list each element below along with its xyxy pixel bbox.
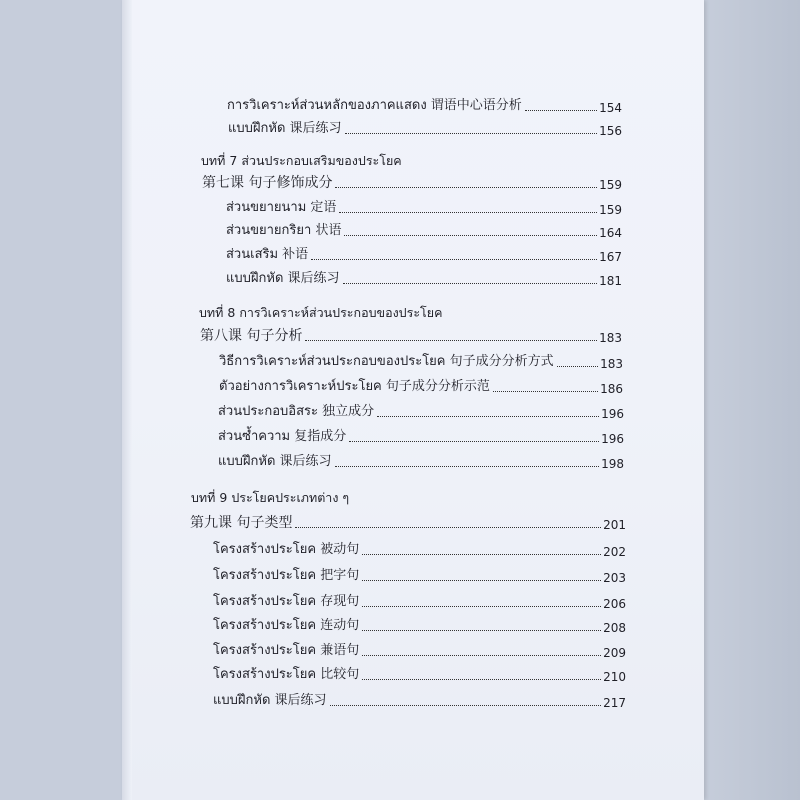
leader-dots [339,212,597,213]
toc-entry-page: 154 [599,101,622,115]
toc-entry-page: 210 [603,670,626,684]
toc-entry-title: ส่วนขยายกริยา 状语 [226,223,342,238]
leader-dots [343,283,598,284]
toc-entry [226,219,622,240]
chapter-heading: บทที่ 7 ส่วนประกอบเสริมของประโยค [201,153,402,168]
leader-dots [362,679,601,680]
toc-chapter-entry [190,512,626,532]
toc-entry-title: แบบฝึกหัด 课后练习 [226,271,340,286]
toc-entry [219,350,623,371]
toc-entry-title: โครงสร้างประโยค 连动句 [213,618,360,633]
toc-entry-title: แบบฝึกหัด 课后练习 [218,454,332,469]
toc-entry-page: 198 [601,457,624,471]
toc-entry-title: โครงสร้างประโยค 把字句 [213,568,360,583]
toc-entry [226,243,622,264]
toc-chapter-entry [200,325,622,345]
toc-entry [226,196,622,217]
toc-entry [226,267,622,288]
toc-entry [213,639,626,660]
desk-background [690,0,800,800]
toc-entry-title: 第八课 句子分析 [200,328,303,344]
chapter-heading: บทที่ 8 การวิเคราะห์ส่วนประกอบของประโยค [199,305,443,320]
toc-entry [228,117,622,138]
toc-entry-page: 183 [599,331,622,345]
toc-entry-title: ส่วนซ้ำความ 复指成分 [218,429,347,444]
leader-dots [557,366,598,367]
toc-entry [213,614,626,635]
toc-entry-title: 第七课 句子修饰成分 [202,175,333,191]
leader-dots [493,391,598,392]
toc-chapter-entry [202,172,622,192]
leader-dots [295,527,601,528]
toc-entry-page: 196 [601,432,624,446]
toc-entry-title: วิธีการวิเคราะห์ส่วนประกอบของประโยค 句子成分分析方式 [219,354,554,369]
leader-dots [362,630,601,631]
toc-entry [227,94,622,115]
toc-entry-page: 159 [599,178,622,192]
toc-entry-title: ส่วนขยายนาม 定语 [226,200,337,215]
page-edge [122,0,132,800]
leader-dots [335,187,597,188]
toc-entry-page: 186 [600,382,623,396]
toc-entry-title: โครงสร้างประโยค 存现句 [213,594,360,609]
leader-dots [362,606,601,607]
toc-entry-page: 183 [600,357,623,371]
toc-entry-page: 202 [603,545,626,559]
toc-entry-title: โครงสร้างประโยค 兼语句 [213,643,360,658]
toc-entry-page: 206 [603,597,626,611]
toc-entry-title: แบบฝึกหัด 课后练习 [213,693,327,708]
toc-entry [213,590,626,611]
toc-entry-title: โครงสร้างประโยค 比较句 [213,667,360,682]
toc-entry-page: 209 [603,646,626,660]
toc-entry-page: 217 [603,696,626,710]
toc-entry [213,538,626,559]
toc-entry-page: 201 [603,518,626,532]
toc-entry-title: 第九课 句子类型 [190,515,293,531]
leader-dots [344,235,597,236]
leader-dots [525,110,597,111]
toc-entry-page: 196 [601,407,624,421]
leader-dots [377,416,599,417]
toc-entry [213,663,626,684]
toc-entry [213,689,626,710]
leader-dots [345,133,598,134]
leader-dots [362,554,601,555]
book-page [122,0,704,800]
toc-entry [219,375,623,396]
toc-entry-page: 181 [599,274,622,288]
toc-entry-title: โครงสร้างประโยค 被动句 [213,542,360,557]
toc-entry [218,450,624,471]
toc-entry [218,400,624,421]
leader-dots [362,580,601,581]
toc-entry [213,564,626,585]
chapter-heading: บทที่ 9 ประโยคประเภทต่าง ๆ [191,490,350,505]
toc-entry [218,425,624,446]
toc-entry-page: 159 [599,203,622,217]
toc-entry-title: ตัวอย่างการวิเคราะห์ประโยค 句子成分分析示范 [219,379,490,394]
leader-dots [335,466,600,467]
leader-dots [311,259,597,260]
leader-dots [362,655,601,656]
toc-entry-title: การวิเคราะห์ส่วนหลักของภาคแสดง 谓语中心语分析 [227,98,522,113]
toc-entry-page: 164 [599,226,622,240]
toc-entry-title: ส่วนเสริม 补语 [226,247,309,262]
toc-entry-title: ส่วนประกอบอิสระ 独立成分 [218,404,375,419]
toc-entry-title: แบบฝึกหัด 课后练习 [228,121,342,136]
toc-entry-page: 156 [599,124,622,138]
leader-dots [305,340,597,341]
toc-entry-page: 167 [599,250,622,264]
toc-entry-page: 208 [603,621,626,635]
toc-entry-page: 203 [603,571,626,585]
leader-dots [349,441,599,442]
leader-dots [330,705,602,706]
